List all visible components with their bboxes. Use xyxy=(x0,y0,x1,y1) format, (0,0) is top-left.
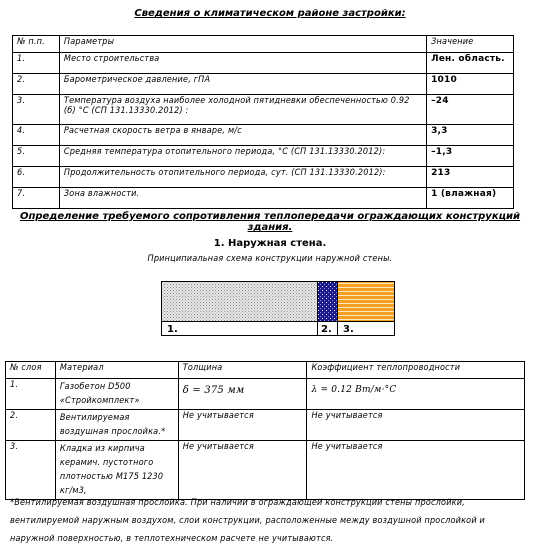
row-num: 1. xyxy=(6,379,56,410)
header-num: № п.п. xyxy=(13,36,60,53)
header-layer-num: № слоя xyxy=(6,362,56,379)
row-material: Вентилируемая воздушная прослойка.* xyxy=(55,410,178,441)
table-row xyxy=(13,74,514,95)
layer-2-air-gap xyxy=(318,282,338,322)
climate-title: Сведения о климатическом районе застройки: xyxy=(134,8,406,19)
layer-1-gasbeton xyxy=(162,282,318,322)
row-thickness: Не учитывается xyxy=(178,410,307,441)
row-coef: λ = 0.12 Вт/м·°С xyxy=(307,379,525,410)
row-param: Зона влажности. xyxy=(59,188,426,209)
wall-subheading: Принципиальная схема конструкции наружной стены. xyxy=(147,254,393,264)
footnote: *Вентилируемая воздушная прослойка. При наличии в ограждающей конструкции стены прослойки, вентилируемой наружным воздухом, слои конструкции, расположенные между воздушной прослойкой и наружной поверхностью, в теплотехническом расчете не учитываются. xyxy=(10,498,486,544)
layer-label-2: 2. xyxy=(321,324,332,335)
row-coef: Не учитывается xyxy=(307,441,525,500)
row-param: Место строительства xyxy=(59,53,426,74)
row-num: 2. xyxy=(13,74,60,95)
row-value: 1 (влажная) xyxy=(427,188,514,209)
resistance-title: Определение требуемого сопротивления теплопередачи ограждающих конструкций здания. xyxy=(19,211,521,233)
row-param: Температура воздуха наиболее холодной пятидневки обеспеченностью 0.92 (б) °С (СП 131.13330.2012) : xyxy=(59,95,426,125)
table-header-row xyxy=(6,362,525,379)
table-row xyxy=(13,146,514,167)
layer-label-1: 1. xyxy=(167,324,178,335)
row-num: 6. xyxy=(13,167,60,188)
header-value: Значение xyxy=(427,36,514,53)
layer-label-3: 3. xyxy=(343,324,354,335)
table-row xyxy=(13,188,514,209)
table-row xyxy=(13,95,514,125)
row-value: 3,3 xyxy=(427,125,514,146)
header-material: Материал xyxy=(55,362,178,379)
row-thickness: Не учитывается xyxy=(178,441,307,500)
climate-table xyxy=(12,35,514,209)
row-num: 1. xyxy=(13,53,60,74)
row-value: Лен. область. xyxy=(427,53,514,74)
table-row xyxy=(6,441,525,500)
row-num: 5. xyxy=(13,146,60,167)
row-num: 7. xyxy=(13,188,60,209)
table-row xyxy=(13,53,514,74)
row-value: 1010 xyxy=(427,74,514,95)
row-num: 3. xyxy=(6,441,56,500)
row-value: –24 xyxy=(427,95,514,125)
row-coef: Не учитывается xyxy=(307,410,525,441)
row-param: Расчетная скорость ветра в январе, м/с xyxy=(59,125,426,146)
row-value: 213 xyxy=(427,167,514,188)
layer-3-brick xyxy=(338,282,395,322)
row-param: Продолжительность отопительного периода, сут. (СП 131.13330.2012): xyxy=(59,167,426,188)
table-row xyxy=(6,379,525,410)
header-coef: Коэффициент теплопроводности xyxy=(307,362,525,379)
row-param: Средняя температура отопительного периода, °С (СП 131.13330.2012): xyxy=(59,146,426,167)
table-row xyxy=(13,125,514,146)
row-num: 3. xyxy=(13,95,60,125)
wall-heading: 1. Наружная стена. xyxy=(213,238,327,249)
header-thickness: Толщина xyxy=(178,362,307,379)
row-value: –1,3 xyxy=(427,146,514,167)
row-num: 2. xyxy=(6,410,56,441)
row-param: Барометрическое давление, гПА xyxy=(59,74,426,95)
row-thickness: δ = 375 мм xyxy=(178,379,307,410)
header-param: Параметры xyxy=(59,36,426,53)
row-num: 4. xyxy=(13,125,60,146)
table-row xyxy=(13,167,514,188)
row-material: Кладка из кирпича керамич. пустотного плотностью М175 1230 кг/м3, xyxy=(55,441,178,500)
table-header-row xyxy=(13,36,514,53)
layers-table xyxy=(5,361,525,500)
row-material: Газобетон D500 «Стройкомплект» xyxy=(55,379,178,410)
wall-diagram xyxy=(161,281,395,336)
table-row xyxy=(6,410,525,441)
